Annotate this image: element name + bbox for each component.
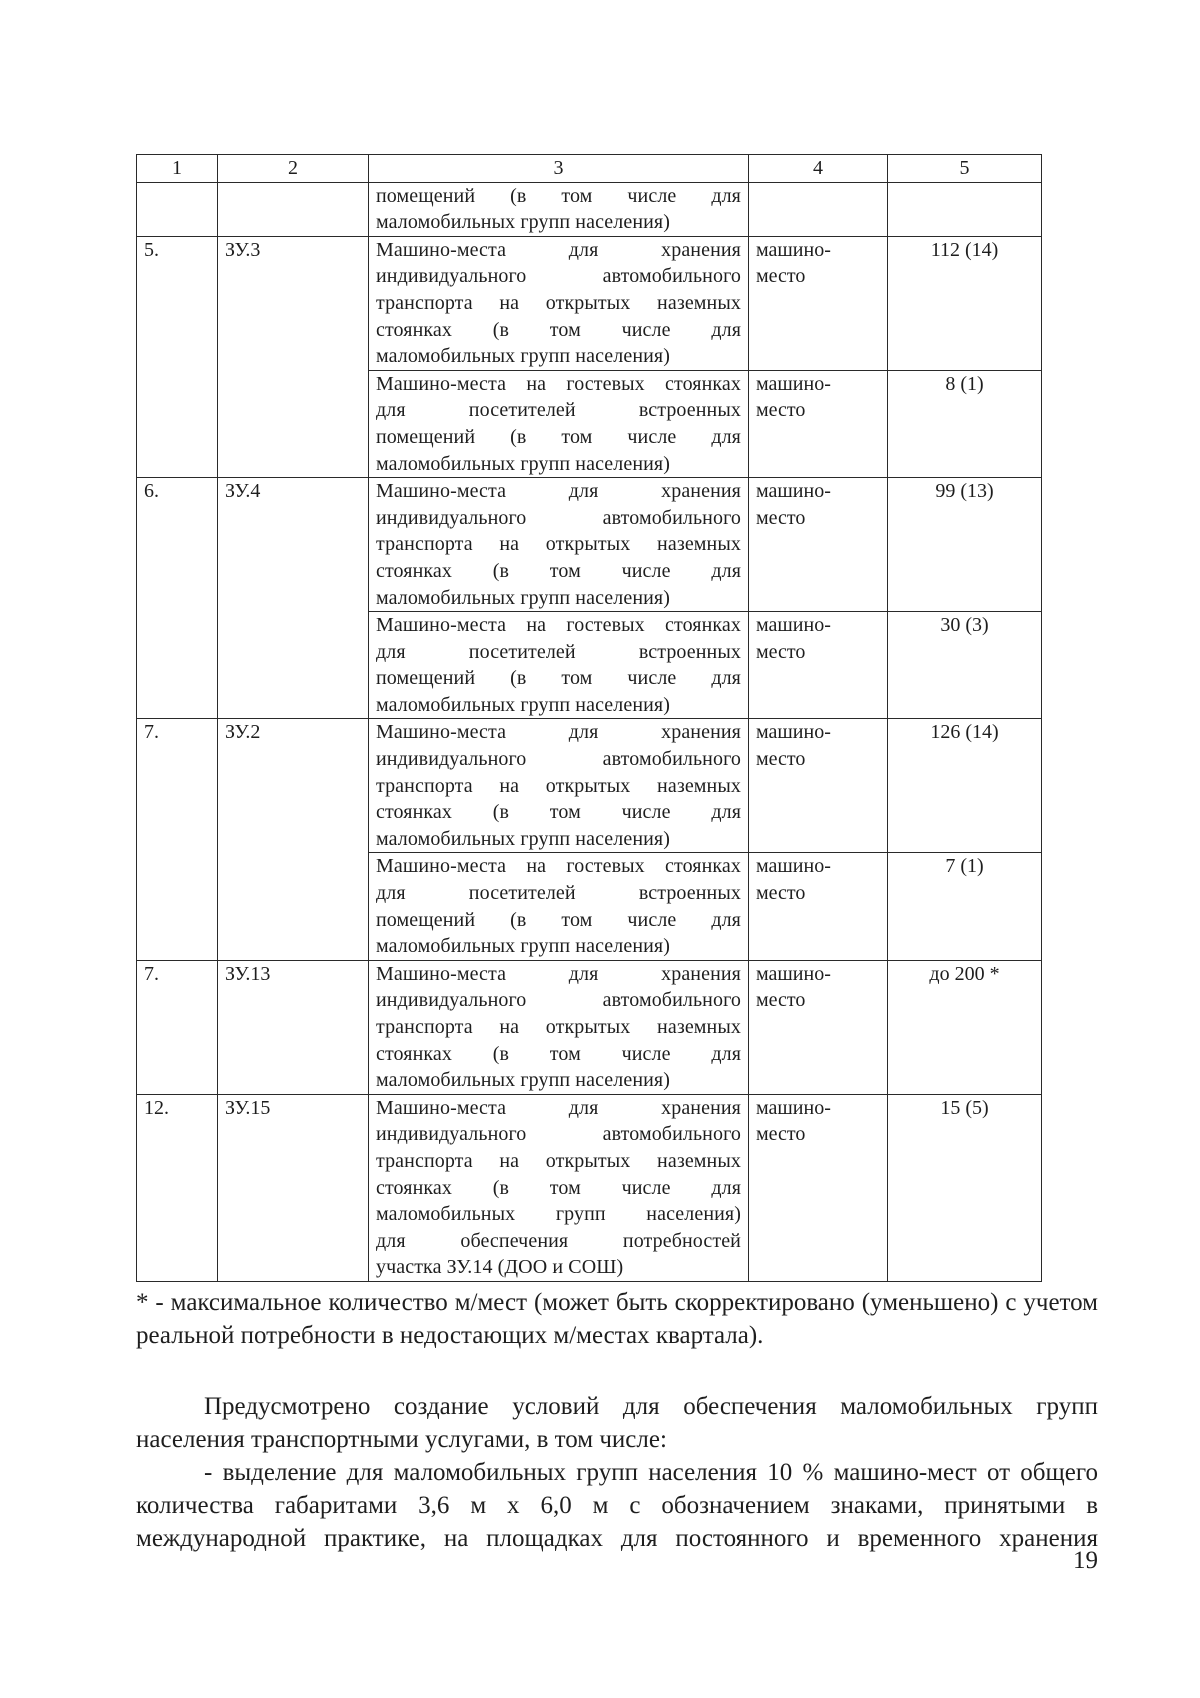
description-cell	[369, 370, 749, 477]
value-cell	[888, 182, 1042, 236]
unit-line: машино-	[756, 1096, 831, 1119]
column-header: 1	[137, 155, 218, 183]
unit-line: место	[756, 399, 806, 422]
description-line: Машино-места для хранения	[376, 721, 741, 744]
unit-line: место	[756, 506, 806, 529]
column-header: 3	[369, 155, 749, 183]
body-text	[136, 1390, 1098, 1555]
description-line: Машино-места на гостевых стоянках	[376, 372, 741, 395]
description-line: маломобильных групп населения)	[376, 827, 670, 850]
value-cell: 7 (1)	[888, 853, 1042, 960]
description-line: индивидуального автомобильного	[376, 748, 741, 771]
unit-cell	[749, 478, 888, 612]
description-cell	[369, 182, 749, 236]
continuation-row	[137, 182, 1042, 236]
plot-cell: ЗУ.4	[218, 478, 369, 719]
description-line: Машино-места для хранения	[376, 480, 741, 503]
description-cell	[369, 719, 749, 853]
description-cell	[369, 478, 749, 612]
description-line: маломобильных групп населения)	[376, 935, 670, 958]
value-cell: 8 (1)	[888, 370, 1042, 477]
unit-line: место	[756, 1123, 806, 1146]
description-line: маломобильных групп населения)	[376, 1069, 670, 1092]
row-number-cell: 7.	[137, 719, 218, 960]
description-line: стоянках (в том числе для	[376, 801, 741, 824]
plot-cell: ЗУ.2	[218, 719, 369, 960]
row-number-cell: 7.	[137, 960, 218, 1094]
paragraph: Предусмотрено создание условий для обеспечения маломобильных групп населения транспортными услугами, в том числе:	[136, 1393, 1098, 1453]
description-line: стоянках (в том числе для	[376, 1176, 741, 1199]
table-row	[137, 960, 1042, 1094]
column-header: 5	[888, 155, 1042, 183]
row-number-cell	[137, 182, 218, 236]
parking-spaces-table	[136, 154, 1042, 1282]
unit-line: место	[756, 640, 806, 663]
plot-cell: ЗУ.3	[218, 236, 369, 477]
description-line: индивидуального автомобильного	[376, 1123, 741, 1146]
description-line: Машино-места на гостевых стоянках	[376, 614, 741, 637]
description-line: индивидуального автомобильного	[376, 989, 741, 1012]
unit-cell	[749, 719, 888, 853]
value-cell: до 200 *	[888, 960, 1042, 1094]
description-line: маломобильных групп населения)	[376, 211, 670, 234]
description-line: стоянках (в том числе для	[376, 1042, 741, 1065]
plot-cell: ЗУ.13	[218, 960, 369, 1094]
description-line: помещений (в том числе для	[376, 667, 741, 690]
table-row	[137, 236, 1042, 370]
unit-line: место	[756, 748, 806, 771]
description-line: индивидуального автомобильного	[376, 506, 741, 529]
unit-line: место	[756, 265, 806, 288]
page-number: 19	[1073, 1547, 1098, 1574]
description-line: транспорта на открытых наземных	[376, 1016, 741, 1038]
description-line: маломобильных групп населения)	[376, 1203, 741, 1226]
description-cell	[369, 612, 749, 719]
unit-cell	[749, 182, 888, 236]
description-line: транспорта на открытых наземных	[376, 774, 741, 797]
description-line: стоянках (в том числе для	[376, 318, 741, 341]
table-body	[137, 155, 1042, 1282]
unit-line: машино-	[756, 372, 831, 395]
row-number-cell: 5.	[137, 236, 218, 477]
description-line: для обеспечения потребностей	[376, 1229, 741, 1252]
unit-line: машино-	[756, 962, 831, 985]
description-line: для посетителей встроенных	[376, 399, 741, 422]
table-row	[137, 478, 1042, 612]
column-header: 4	[749, 155, 888, 183]
unit-line: машино-	[756, 480, 831, 503]
unit-cell	[749, 960, 888, 1094]
value-cell: 126 (14)	[888, 719, 1042, 853]
unit-line: машино-	[756, 238, 831, 261]
description-line: транспорта на открытых наземных	[376, 1149, 741, 1172]
unit-cell	[749, 853, 888, 960]
description-line: Машино-места на гостевых стоянках	[376, 855, 741, 878]
unit-cell	[749, 612, 888, 719]
description-line: транспорта на открытых наземных	[376, 533, 741, 556]
unit-cell	[749, 370, 888, 477]
unit-line: машино-	[756, 721, 831, 744]
plot-cell: ЗУ.15	[218, 1094, 369, 1281]
column-header: 2	[218, 155, 369, 183]
unit-line: место	[756, 882, 806, 905]
description-line: маломобильных групп населения)	[376, 452, 670, 475]
unit-line: место	[756, 989, 806, 1012]
value-cell: 30 (3)	[888, 612, 1042, 719]
description-line: Машино-места для хранения	[376, 238, 741, 261]
description-line: помещений (в том числе для	[376, 184, 741, 207]
unit-line: машино-	[756, 614, 831, 637]
description-line: для посетителей встроенных	[376, 882, 741, 905]
row-number-cell: 12.	[137, 1094, 218, 1281]
table-row	[137, 719, 1042, 853]
description-line: стоянках (в том числе для	[376, 559, 741, 582]
value-cell: 112 (14)	[888, 236, 1042, 370]
description-line: участка ЗУ.14 (ДОО и СОШ)	[376, 1256, 624, 1279]
description-line: маломобильных групп населения)	[376, 693, 670, 716]
value-cell: 15 (5)	[888, 1094, 1042, 1281]
description-line: транспорта на открытых наземных	[376, 291, 741, 314]
description-line: маломобильных групп населения)	[376, 345, 670, 368]
unit-cell	[749, 236, 888, 370]
description-line: индивидуального автомобильного	[376, 265, 741, 288]
footnote: * - максимальное количество м/мест (может быть скорректировано (уменьшено) с учетом реальной потребности в недостающих м/местах квартала).	[136, 1289, 1098, 1349]
description-line: помещений (в том числе для	[376, 908, 741, 931]
description-line: помещений (в том числе для	[376, 425, 741, 448]
description-line: для посетителей встроенных	[376, 640, 741, 663]
plot-cell	[218, 182, 369, 236]
description-cell	[369, 960, 749, 1094]
row-number-cell: 6.	[137, 478, 218, 719]
description-line: Машино-места для хранения	[376, 1096, 741, 1119]
description-cell	[369, 236, 749, 370]
table-row	[137, 1094, 1042, 1281]
description-cell	[369, 1094, 749, 1281]
unit-cell	[749, 1094, 888, 1281]
unit-line: машино-	[756, 855, 831, 878]
description-line: маломобильных групп населения)	[376, 586, 670, 609]
description-line: Машино-места для хранения	[376, 962, 741, 985]
description-cell	[369, 853, 749, 960]
table-header-row	[137, 155, 1042, 183]
paragraph: - выделение для маломобильных групп населения 10 % машино-мест от общего количества габаритами 3,6 м х 6,0 м с обозначением знаками, принятыми в международной практике, на площадках для постоянного и временного хранения	[136, 1459, 1098, 1552]
value-cell: 99 (13)	[888, 478, 1042, 612]
